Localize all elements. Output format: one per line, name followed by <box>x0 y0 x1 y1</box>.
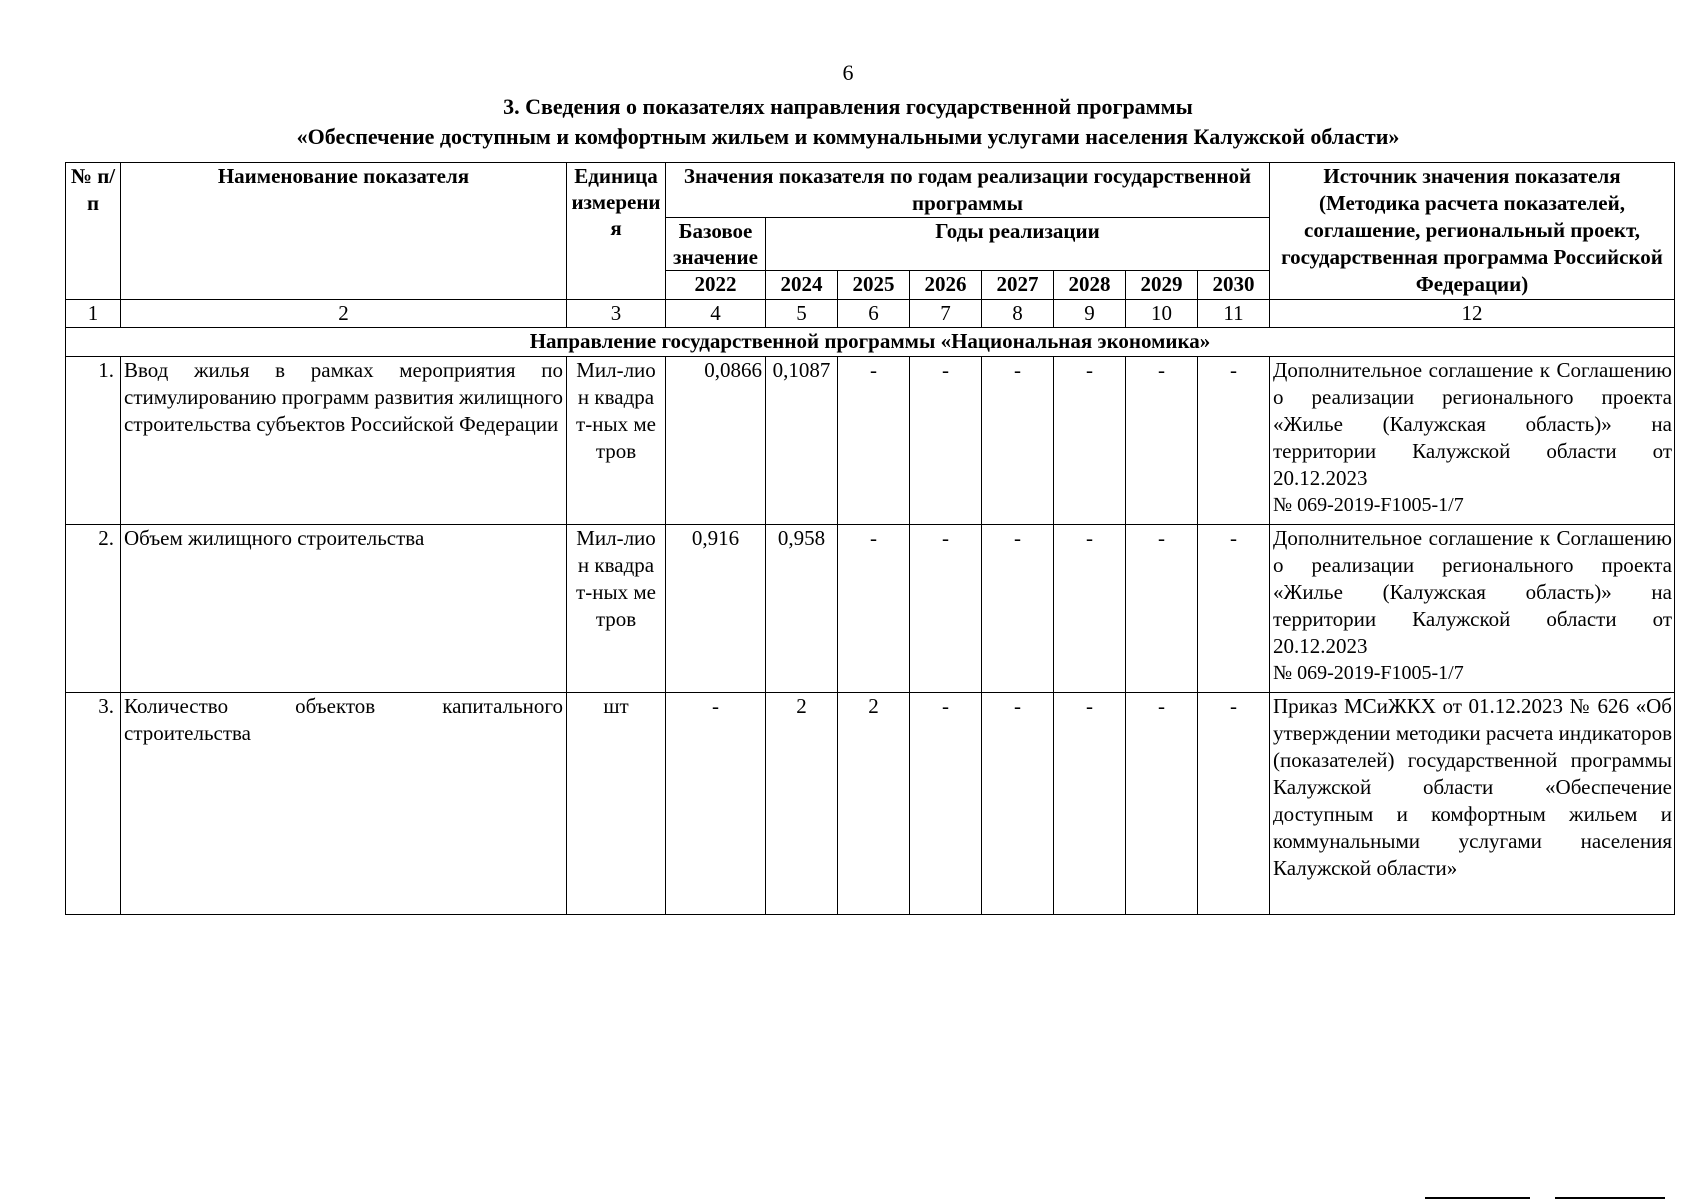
footer-line <box>1425 1197 1530 1199</box>
base-value: 0,0866 <box>666 357 766 525</box>
document-title <box>0 92 1696 152</box>
table-row <box>66 357 1675 525</box>
header-source: Источник значения показателя (Методика расчета показателей, соглашение, региональный проект, государственная программа Российской Федерации) <box>1270 163 1675 300</box>
header-base-year: 2022 <box>666 271 766 300</box>
year-value: - <box>838 525 910 693</box>
header-year: 2024 <box>766 271 838 300</box>
year-value: 0,1087 <box>766 357 838 525</box>
base-value: - <box>666 693 766 915</box>
header-year: 2030 <box>1198 271 1270 300</box>
header-base: Базовое значение <box>666 218 766 271</box>
column-number: 12 <box>1270 300 1675 328</box>
year-value: - <box>1198 357 1270 525</box>
year-value: - <box>1126 693 1198 915</box>
year-value: - <box>1054 525 1126 693</box>
source-number: № 069-2019-F1005-1/7 <box>1273 662 1464 684</box>
header-years-group: Годы реализации <box>766 218 1270 271</box>
header-year: 2025 <box>838 271 910 300</box>
source-number: № 069-2019-F1005-1/7 <box>1273 494 1464 516</box>
indicator-name: Объем жилищного строительства <box>121 525 567 693</box>
year-value: 2 <box>766 693 838 915</box>
header-unit: Единица измерения <box>567 163 666 300</box>
column-numbers-row <box>66 300 1675 328</box>
column-number: 1 <box>66 300 121 328</box>
source-text: Дополнительное соглашение к Соглашению о реализации регионального проекта «Жилье (Калужская область)» на территории Калужской области от 20.12.2023 <box>1273 526 1672 658</box>
year-value: - <box>910 693 982 915</box>
column-number: 8 <box>982 300 1054 328</box>
base-value: 0,916 <box>666 525 766 693</box>
indicator-source <box>1270 525 1675 693</box>
year-value: - <box>910 357 982 525</box>
year-value: - <box>1198 525 1270 693</box>
year-value: - <box>982 357 1054 525</box>
row-number: 3. <box>66 693 121 915</box>
year-value: - <box>982 525 1054 693</box>
footer-line <box>1555 1197 1665 1199</box>
header-year: 2029 <box>1126 271 1198 300</box>
row-number: 1. <box>66 357 121 525</box>
indicator-name: Количество объектов капитального строительства <box>121 693 567 915</box>
year-value: - <box>1126 357 1198 525</box>
indicator-source <box>1270 693 1675 915</box>
column-number: 9 <box>1054 300 1126 328</box>
table-row <box>66 525 1675 693</box>
indicator-source <box>1270 357 1675 525</box>
header-name: Наименование показателя <box>121 163 567 300</box>
indicators-table <box>65 162 1675 915</box>
column-number: 4 <box>666 300 766 328</box>
year-value: - <box>838 357 910 525</box>
title-line-2: «Обеспечение доступным и комфортным жильем и коммунальными услугами населения Калужской области» <box>296 124 1400 149</box>
column-number: 6 <box>838 300 910 328</box>
source-text: Дополнительное соглашение к Соглашению о реализации регионального проекта «Жилье (Калужская область)» на территории Калужской области от 20.12.2023 <box>1273 358 1672 490</box>
year-value: - <box>910 525 982 693</box>
section-title: Направление государственной программы «Национальная экономика» <box>66 328 1675 357</box>
column-number: 5 <box>766 300 838 328</box>
page-number: 6 <box>842 60 854 85</box>
table-row <box>66 693 1675 915</box>
year-value: - <box>1126 525 1198 693</box>
year-value: - <box>1054 357 1126 525</box>
year-value: - <box>1198 693 1270 915</box>
year-value: 2 <box>838 693 910 915</box>
header-year: 2027 <box>982 271 1054 300</box>
indicator-unit: Мил-лион квадрат-ных метров <box>567 525 666 693</box>
column-number: 7 <box>910 300 982 328</box>
indicator-unit: шт <box>567 693 666 915</box>
year-value: - <box>1054 693 1126 915</box>
column-number: 2 <box>121 300 567 328</box>
section-row <box>66 328 1675 357</box>
header-num: № п/п <box>66 163 121 300</box>
indicator-unit: Мил-лион квадрат-ных метров <box>567 357 666 525</box>
indicator-name: Ввод жилья в рамках мероприятия по стимулированию программ развития жилищного строительства субъектов Российской Федерации <box>121 357 567 525</box>
header-year: 2028 <box>1054 271 1126 300</box>
column-number: 3 <box>567 300 666 328</box>
year-value: 0,958 <box>766 525 838 693</box>
source-text: Приказ МСиЖКХ от 01.12.2023 № 626 «Об утверждении методики расчета индикаторов (показателей) государственной программы Калужской области «Обеспечение доступным и комфортным жильем и коммунальными услугами населения Калужской области» <box>1273 694 1672 880</box>
year-value: - <box>982 693 1054 915</box>
header-year: 2026 <box>910 271 982 300</box>
row-number: 2. <box>66 525 121 693</box>
column-number: 11 <box>1198 300 1270 328</box>
header-values-group: Значения показателя по годам реализации государственной программы <box>666 163 1270 218</box>
column-number: 10 <box>1126 300 1198 328</box>
title-line-1: 3. Сведения о показателях направления государственной программы <box>503 94 1193 119</box>
